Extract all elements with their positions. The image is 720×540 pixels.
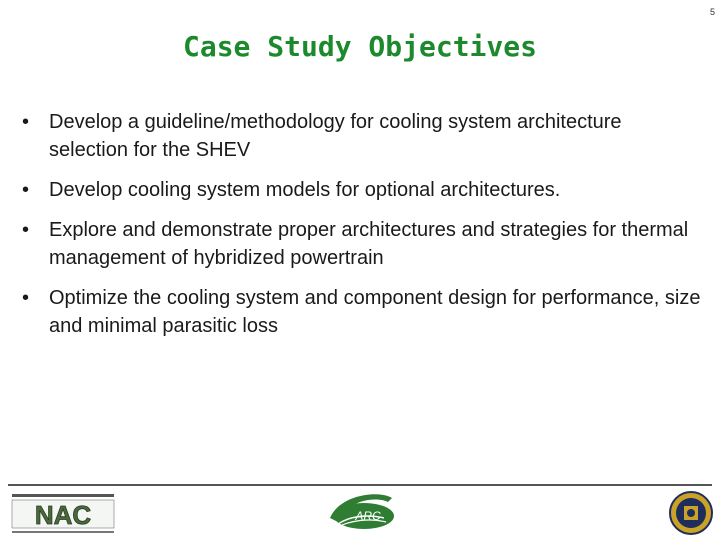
bullet-icon: • — [22, 219, 30, 241]
nac-logo-text: NAC — [34, 500, 92, 530]
bullet-icon: • — [22, 287, 30, 309]
bullet-text: Develop a guideline/methodology for cooling system architecture selection for the SHEV — [49, 111, 622, 161]
nac-logo-icon — [8, 490, 118, 536]
bullet-item — [22, 284, 702, 340]
bullet-text: Explore and demonstrate proper architectures and strategies for thermal management of hybridized powertrain — [49, 219, 689, 269]
bullet-item — [22, 108, 702, 164]
bullet-text: Optimize the cooling system and component design for performance, size and minimal parasitic loss — [49, 287, 701, 337]
footer-divider — [8, 484, 712, 486]
bullet-icon: • — [22, 179, 30, 201]
bullet-icon: • — [22, 111, 30, 133]
bullet-item — [22, 216, 702, 272]
bullet-item — [22, 176, 702, 204]
arc-logo-icon — [320, 488, 400, 536]
bullet-list — [22, 108, 702, 352]
page-title: Case Study Objectives — [182, 30, 537, 63]
bullet-text: Develop cooling system models for optional architectures. — [49, 179, 561, 201]
slide-number: 5 — [709, 7, 715, 17]
arc-logo-text: ARC — [355, 509, 381, 523]
university-seal-icon — [668, 490, 714, 536]
